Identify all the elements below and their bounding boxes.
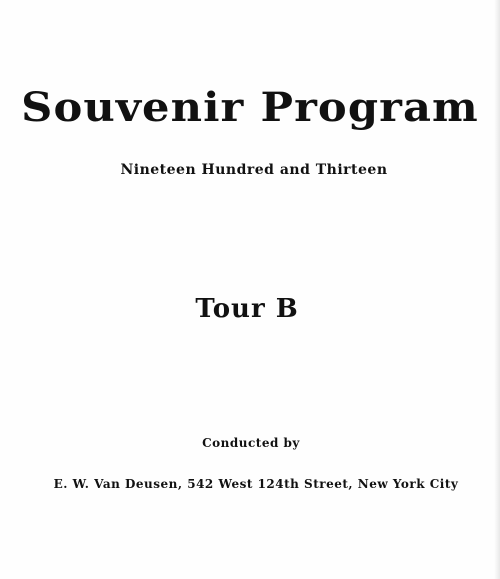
document-title: Souvenir Program <box>21 84 479 131</box>
document-subtitle: Nineteen Hundred and Thirteen <box>120 162 388 178</box>
tour-heading: Tour B <box>195 294 299 324</box>
conducted-by-label: Conducted by <box>202 436 300 450</box>
conductor-address: E. W. Van Deusen, 542 West 124th Street, New York City <box>53 477 459 491</box>
